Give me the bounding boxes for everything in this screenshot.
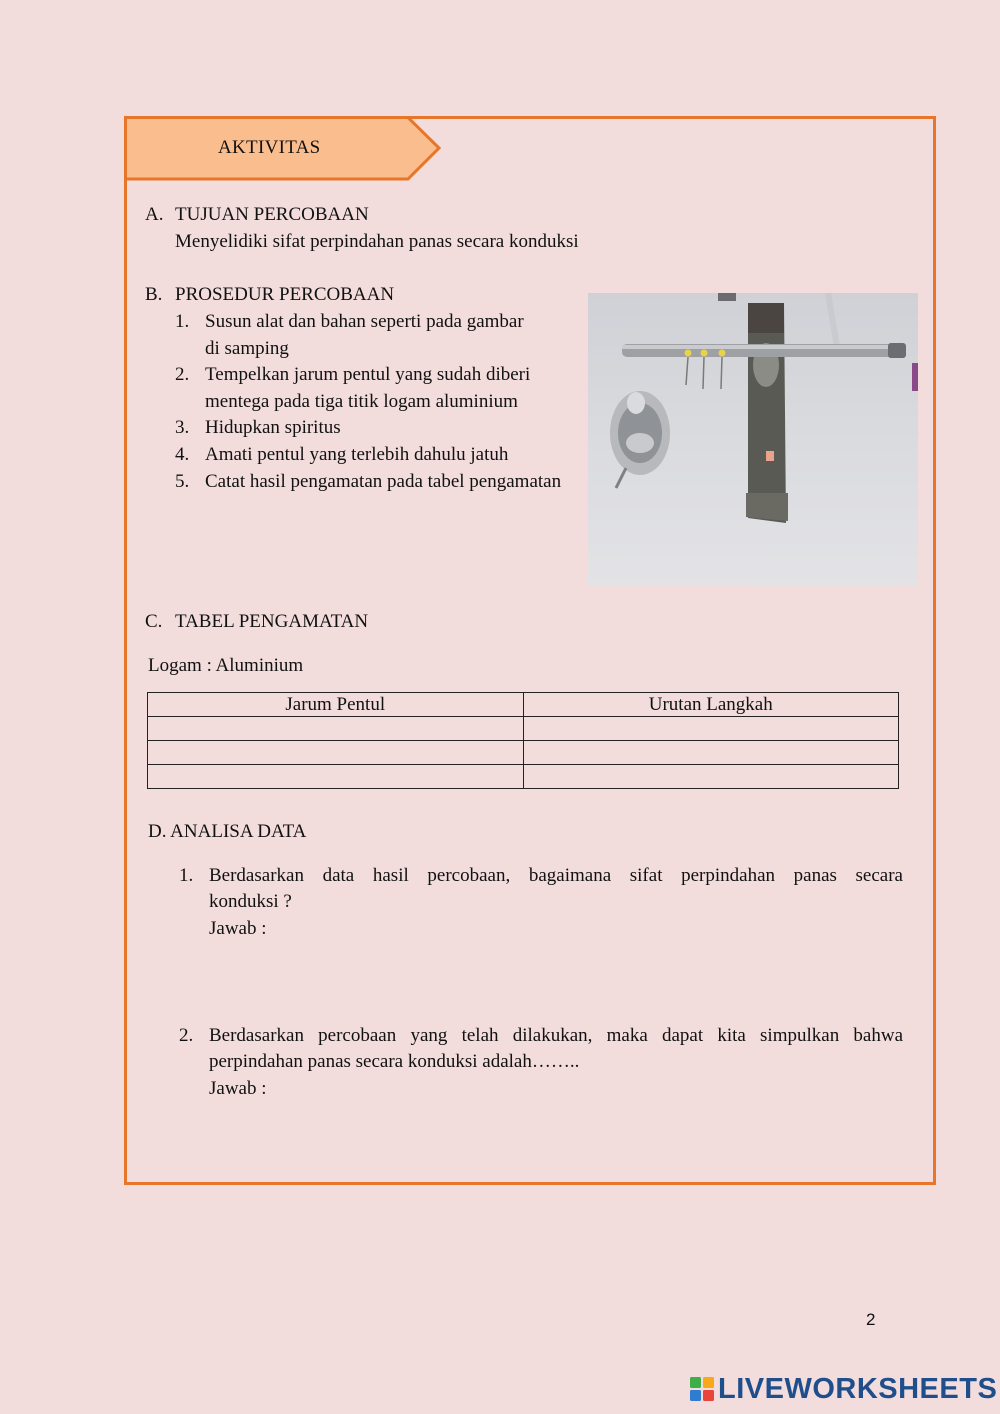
page-number: 2: [866, 1310, 876, 1329]
table-row: [148, 765, 899, 789]
step-number: 3.: [175, 417, 190, 438]
section-a-title: TUJUAN PERCOBAAN: [175, 204, 369, 225]
table-cell[interactable]: [523, 741, 899, 765]
answer-label: Jawab :: [209, 918, 267, 939]
answer-label: Jawab :: [209, 1078, 267, 1099]
step-text: Susun alat dan bahan seperti pada gambar: [205, 311, 524, 332]
step-text: Hidupkan spiritus: [205, 417, 341, 438]
table-cell[interactable]: [148, 717, 524, 741]
header-jarum-pentul: Jarum Pentul: [148, 693, 524, 717]
table-cell[interactable]: [523, 717, 899, 741]
section-d-title: D. ANALISA DATA: [148, 821, 307, 842]
table-cell[interactable]: [523, 765, 899, 789]
question-text-continued: konduksi ?: [209, 891, 292, 912]
header-urutan-langkah: Urutan Langkah: [523, 693, 899, 717]
table-cell[interactable]: [148, 741, 524, 765]
metal-label: Logam : Aluminium: [148, 655, 304, 676]
table-row: [148, 717, 899, 741]
section-b-marker: B.: [145, 284, 163, 305]
banner-label: AKTIVITAS: [218, 137, 321, 158]
step-text-continued: mentega pada tiga titik logam aluminium: [205, 391, 518, 412]
aktivitas-banner: [124, 116, 442, 182]
step-number: 1.: [175, 311, 190, 332]
question-text: Berdasarkan percobaan yang telah dilakukan, maka dapat kita simpulkan bahwa: [209, 1025, 903, 1046]
step-number: 4.: [175, 444, 190, 465]
step-text-continued: di samping: [205, 338, 289, 359]
observation-table: [147, 692, 899, 789]
section-a-marker: A.: [145, 204, 164, 225]
table-row: [148, 741, 899, 765]
liveworksheets-logo: [690, 1372, 997, 1406]
question-text-continued: perpindahan panas secara konduksi adalah……..: [209, 1051, 580, 1072]
table-cell[interactable]: [148, 765, 524, 789]
section-b-title: PROSEDUR PERCOBAAN: [175, 284, 395, 305]
question-number: 2.: [179, 1025, 194, 1046]
question-text: Berdasarkan data hasil percobaan, bagaimana sifat perpindahan panas secara: [209, 865, 903, 886]
liveworksheets-grid-icon: [690, 1377, 714, 1401]
section-a-text: Menyelidiki sifat perpindahan panas secara konduksi: [175, 231, 579, 252]
step-number: 5.: [175, 471, 190, 492]
step-text: Amati pentul yang terlebih dahulu jatuh: [205, 444, 509, 465]
step-text: Catat hasil pengamatan pada tabel pengamatan: [205, 471, 562, 492]
section-c-title: TABEL PENGAMATAN: [175, 611, 369, 632]
section-c-marker: C.: [145, 611, 163, 632]
question-number: 1.: [179, 865, 194, 886]
liveworksheets-wordmark: LIVEWORKSHEETS: [718, 1372, 998, 1405]
step-text: Tempelkan jarum pentul yang sudah diberi: [205, 364, 531, 385]
experiment-photo: [588, 293, 918, 586]
step-number: 2.: [175, 364, 190, 385]
table-header-row: [148, 693, 899, 717]
